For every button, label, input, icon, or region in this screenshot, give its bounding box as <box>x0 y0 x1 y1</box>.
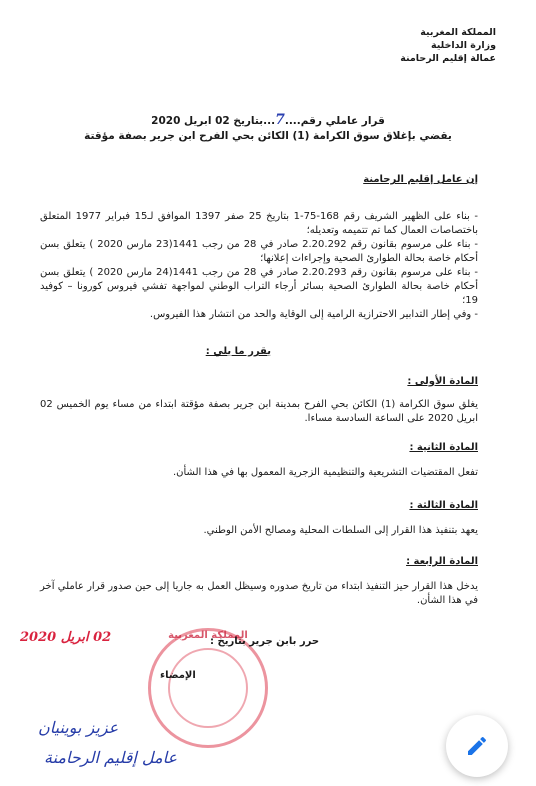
letterhead-ministry: وزارة الداخلية <box>431 40 496 51</box>
decision-title-date: بتاريخ 02 ابريل 2020 <box>151 115 264 127</box>
consideration-item: - بناء على مرسوم بقانون رقم 2.20.293 صادر في 28 من رجب 1441(24 مارس 2020 ) يتعلق بسن أحكام خاصة بحالة الطوارئ الصحية بسائر أرجاء التراب الوطني لمواجهة تفشي فيروس كورونا – كوفيد 19؛ <box>40 267 479 306</box>
consideration-item: - وفي إطار التدابير الاحترازية الرامية إلى الوقاية والحد من انتشار هذا الفيروس. <box>149 309 478 320</box>
article-3-heading: المادة الثالثة : <box>409 500 478 511</box>
article-4-text: يدخل هذا القرار حيز التنفيذ ابتداء من تاريخ صدوره وسيظل العمل به جاريا إلى حين صدور قرار عاملي آخر في هذا الشأن. <box>40 581 478 606</box>
place-date-label: حرر بابن جرير بتاريخ : <box>210 636 320 647</box>
consideration-item: - بناء على الظهير الشريف رقم 168-75-1 بتاريخ 25 صفر 1397 الموافق لـ15 فبراير 1977 المتعلق باختصاصات العمال كما تم تتميمه وتعديله؛ <box>40 211 479 236</box>
article-2-heading: المادة الثانية : <box>409 442 478 453</box>
edit-fab-button[interactable] <box>446 715 508 777</box>
considerations <box>40 210 478 322</box>
decision-title-prefix: قرار عاملي رقم <box>300 115 385 127</box>
letterhead-prefecture: عمالة إقليم الرحامنة <box>400 53 496 64</box>
stamp-text: المملكة المغربية <box>168 630 248 641</box>
article-4-heading: المادة الرابعة : <box>406 556 478 567</box>
governor-heading: إن عامل إقليم الرحامنة <box>363 174 478 185</box>
decides-heading: يقرر ما يلي : <box>205 346 271 357</box>
pencil-icon <box>465 734 489 758</box>
article-2-text: تفعل المقتضيات التشريعية والتنظيمية الزجرية المعمول بها في هذا الشأن. <box>172 467 478 478</box>
signer-name: عزيز بوينيان <box>38 718 119 737</box>
article-1-heading: المادة الأولى : <box>407 376 478 387</box>
letterhead <box>400 26 496 65</box>
decision-title: قرار عاملي رقم....7...بتاريخ 02 ابريل 2020 <box>151 112 385 128</box>
article-1-text: يغلق سوق الكرامة (1) الكائن بحي الفرح بمدينة ابن جرير بصفة مؤقتة ابتداء من مساء يوم الخميس 02 ابريل 2020 على الساعة السادسة مساءا. <box>40 399 478 424</box>
article-3-text: يعهد بتنفيذ هذا القرار إلى السلطات المحلية ومصالح الأمن الوطني. <box>203 525 478 536</box>
consideration-item: - بناء على مرسوم بقانون رقم 2.20.292 صادر في 28 من رجب 1441(23 مارس 2020 ) يتعلق بسن أحكام خاصة بحالة الطوارئ الصحية وإجراءات إعلانها؛ <box>40 239 479 264</box>
signature-label: الإمضاء <box>160 670 196 681</box>
decision-number: 7 <box>275 112 285 128</box>
handwritten-date: 02 ابريل 2020 <box>20 630 112 645</box>
decision-subtitle: يقضي بإغلاق سوق الكرامة (1) الكائن بحي الفرح ابن جرير بصفة مؤقتة <box>84 130 452 142</box>
official-stamp-inner <box>168 648 248 728</box>
letterhead-kingdom: المملكة المغربية <box>420 27 496 38</box>
signer-title: عامل إقليم الرحامنة <box>44 748 178 767</box>
